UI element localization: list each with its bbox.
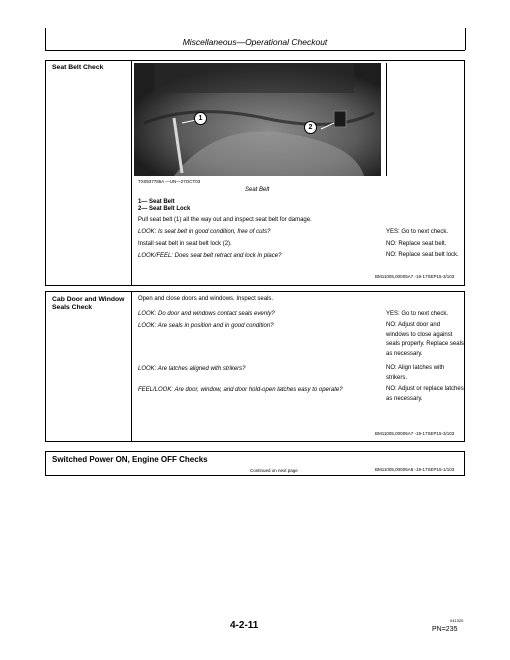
seat-belt-column-divider — [131, 60, 132, 286]
page-title: Miscellaneous—Operational Checkout — [182, 37, 328, 47]
seat-belt-answer-2: NO: Replace seat belt. — [386, 241, 447, 247]
photo-frame-right — [386, 63, 387, 176]
legend-item-2: 2— Seat Belt Lock — [138, 206, 191, 212]
seat-photo-illustration — [134, 63, 381, 176]
seat-belt-intro: Pull seat belt (1) all the way out and inspect seat belt for damage. — [138, 217, 312, 223]
callout-2: 2 — [304, 121, 317, 134]
continued-note: Continued on next page — [250, 468, 298, 473]
footer-pn: PN=235 — [432, 626, 458, 633]
cab-door-answer-2: NO: Adjust door and windows to close against seals properly. Replace seals as necessary. — [386, 322, 464, 357]
seat-belt-title: Seat Belt Check — [52, 64, 104, 71]
seat-belt-question-1: LOOK: Is seat belt in good condition, free of cuts? — [138, 229, 271, 235]
cab-door-answer-4: NO: Adjust or replace latches as necessary. — [386, 386, 464, 402]
callout-1: 1 — [194, 112, 207, 125]
footer-code: 041320 — [450, 618, 464, 623]
page-number: 4-2-11 — [230, 620, 259, 631]
seat-belt-question-2: Install seat belt in seat belt lock (2). — [138, 241, 232, 247]
seat-belt-question-3: LOOK/FEEL: Does seat belt retract and lock in place? — [138, 253, 282, 259]
cab-door-code: BM11005,00005A7 -19-17SEP15-3/103 — [375, 431, 455, 436]
seat-belt-answer-3: NO: Replace seat belt lock. — [386, 252, 459, 258]
cab-door-answer-1: YES: Go to next check. — [386, 311, 449, 317]
photo-caption: Seat Belt — [245, 187, 270, 193]
seat-belt-photo — [134, 63, 381, 176]
legend-item-1: 1— Seat Belt — [138, 199, 175, 205]
power-code: BM11005,00005A8 -19-17SEP15-1/103 — [375, 467, 455, 472]
cab-door-question-4: FEEL/LOOK: Are door, window, and door hold-open latches easy to operate? — [138, 387, 343, 393]
cab-door-title: Cab Door and Window Seals Check — [52, 296, 125, 311]
cab-door-question-2: LOOK: Are seals in position and in good condition? — [138, 323, 274, 329]
seat-belt-answer-1: YES: Go to next check. — [386, 229, 449, 235]
power-title: Switched Power ON, Engine OFF Checks — [52, 455, 208, 464]
cab-door-question-1: LOOK: Do door and windows contact seals evenly? — [138, 311, 275, 317]
cab-door-intro: Open and close doors and windows. Inspect seals. — [138, 296, 274, 302]
header-rule — [45, 50, 465, 51]
photo-id: TX0937786A —UN—27OCT03 — [138, 179, 201, 184]
cab-door-question-3: LOOK: Are latches aligned with strikers? — [138, 366, 246, 372]
cab-door-column-divider — [131, 291, 132, 442]
header-right-edge — [465, 28, 466, 50]
seat-belt-code: BM11005,00005A7 -19-17SEP15-3/103 — [375, 274, 455, 279]
cab-door-answer-3: NO: Align latches with strikers. — [386, 365, 445, 381]
